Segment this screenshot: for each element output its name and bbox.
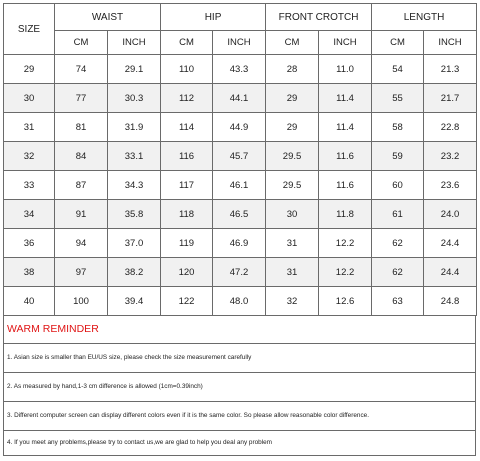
measurement-cell: 37.0 [108,229,161,258]
measurement-cell: 12.6 [319,287,372,316]
measurement-cell: 38.2 [108,258,161,287]
measurement-cell: 74 [55,55,108,84]
measurement-cell: 120 [161,258,213,287]
measurement-cell: 54 [372,55,424,84]
measurement-cell: 29.5 [266,171,319,200]
measurement-cell: 22.8 [424,113,477,142]
measurement-cell: 31 [266,258,319,287]
reminder-note-4: 4. If you meet any problems,please try to contact us,we are glad to help you deal any problem [4,431,475,456]
unit-header: CM [55,31,108,55]
measurement-cell: 24.4 [424,258,477,287]
measurement-cell: 118 [161,200,213,229]
table-row [4,287,477,316]
measurement-cell: 61 [372,200,424,229]
measurement-cell: 81 [55,113,108,142]
measurement-cell: 11.0 [319,55,372,84]
measurement-cell: 28 [266,55,319,84]
table-row [4,113,477,142]
measurement-cell: 24.8 [424,287,477,316]
unit-header-row [4,31,477,55]
size-cell: 34 [4,200,55,229]
measurement-cell: 29 [266,84,319,113]
table-row [4,258,477,287]
unit-header: CM [161,31,213,55]
measurement-cell: 24.0 [424,200,477,229]
measurement-cell: 30 [266,200,319,229]
size-rows [4,55,477,316]
measurement-cell: 11.6 [319,142,372,171]
measurement-cell: 59 [372,142,424,171]
measurement-cell: 32 [266,287,319,316]
measurement-cell: 122 [161,287,213,316]
measurement-cell: 100 [55,287,108,316]
measurement-cell: 11.4 [319,84,372,113]
measurement-cell: 12.2 [319,229,372,258]
unit-header: CM [372,31,424,55]
size-cell: 36 [4,229,55,258]
size-cell: 40 [4,287,55,316]
measurement-cell: 45.7 [213,142,266,171]
size-column-header: SIZE [4,4,55,55]
measurement-cell: 63 [372,287,424,316]
measurement-cell: 110 [161,55,213,84]
measurement-cell: 91 [55,200,108,229]
measurement-cell: 35.8 [108,200,161,229]
measurement-cell: 11.8 [319,200,372,229]
reminder-note-1: 1. Asian size is smaller than EU/US size, please check the size measurement carefully [4,344,475,373]
measurement-cell: 21.3 [424,55,477,84]
size-cell: 33 [4,171,55,200]
front-crotch-header: FRONT CROTCH [266,4,372,31]
measurement-cell: 44.1 [213,84,266,113]
size-cell: 30 [4,84,55,113]
measurement-cell: 97 [55,258,108,287]
measurement-cell: 30.3 [108,84,161,113]
size-cell: 32 [4,142,55,171]
measurement-cell: 39.4 [108,287,161,316]
measurement-cell: 33.1 [108,142,161,171]
measurement-cell: 84 [55,142,108,171]
measurement-cell: 21.7 [424,84,477,113]
measurement-cell: 114 [161,113,213,142]
size-chart [3,3,476,456]
measurement-cell: 112 [161,84,213,113]
measurement-cell: 11.6 [319,171,372,200]
measurement-cell: 29.5 [266,142,319,171]
group-header-row [4,4,477,31]
table-row [4,200,477,229]
measurement-cell: 87 [55,171,108,200]
unit-header: CM [266,31,319,55]
measurement-cell: 46.1 [213,171,266,200]
measurement-cell: 43.3 [213,55,266,84]
size-cell: 29 [4,55,55,84]
measurement-cell: 29 [266,113,319,142]
measurement-cell: 55 [372,84,424,113]
measurement-cell: 60 [372,171,424,200]
measurement-cell: 31.9 [108,113,161,142]
measurement-cell: 11.4 [319,113,372,142]
waist-header: WAIST [55,4,161,31]
unit-header: INCH [213,31,266,55]
measurement-cell: 23.2 [424,142,477,171]
measurement-cell: 58 [372,113,424,142]
measurement-cell: 116 [161,142,213,171]
unit-header: INCH [424,31,477,55]
hip-header: HIP [161,4,266,31]
warm-reminder-section [3,316,476,456]
unit-header: INCH [319,31,372,55]
measurement-cell: 44.9 [213,113,266,142]
table-row [4,55,477,84]
unit-header: INCH [108,31,161,55]
measurement-cell: 34.3 [108,171,161,200]
measurement-cell: 62 [372,229,424,258]
measurement-cell: 46.5 [213,200,266,229]
measurement-cell: 117 [161,171,213,200]
measurement-cell: 119 [161,229,213,258]
measurement-cell: 12.2 [319,258,372,287]
length-header: LENGTH [372,4,477,31]
table-row [4,84,477,113]
size-cell: 31 [4,113,55,142]
table-row [4,142,477,171]
measurement-cell: 48.0 [213,287,266,316]
reminder-note-2: 2. As measured by hand,1-3 cm difference is allowed (1cm=0.39inch) [4,373,475,402]
size-cell: 38 [4,258,55,287]
measurement-cell: 47.2 [213,258,266,287]
measurement-cell: 24.4 [424,229,477,258]
measurement-cell: 23.6 [424,171,477,200]
warm-reminder-title: WARM REMINDER [4,316,475,344]
reminder-note-3: 3. Different computer screen can display different colors even if it is the same color. So please allow reasonable color difference. [4,402,475,431]
table-row [4,229,477,258]
size-table [3,3,477,316]
measurement-cell: 62 [372,258,424,287]
measurement-cell: 94 [55,229,108,258]
table-row [4,171,477,200]
measurement-cell: 29.1 [108,55,161,84]
measurement-cell: 31 [266,229,319,258]
measurement-cell: 46.9 [213,229,266,258]
measurement-cell: 77 [55,84,108,113]
